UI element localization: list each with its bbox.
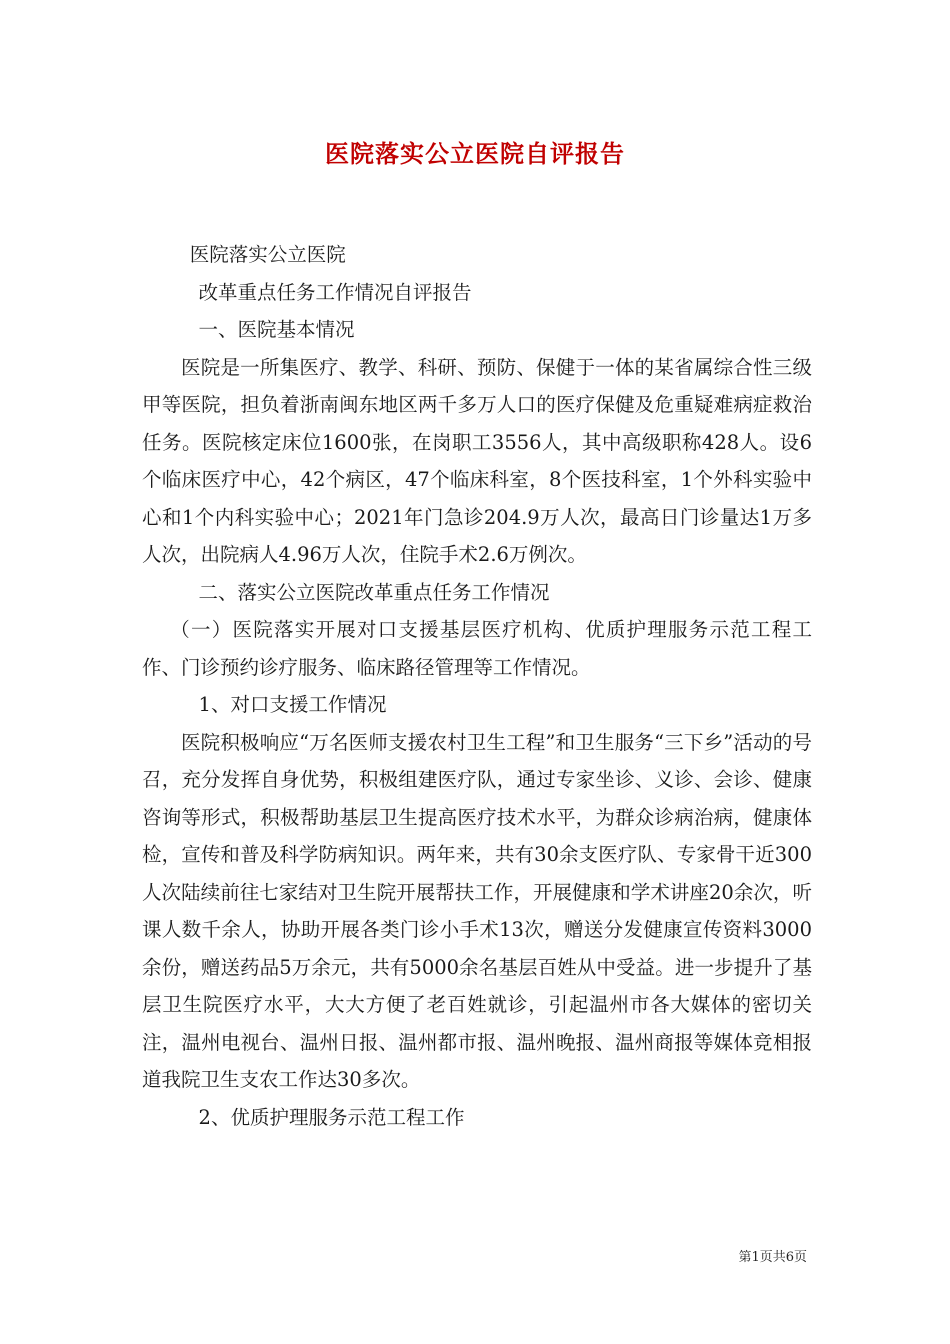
paragraph-support-work: 医院积极响应“万名医师支援农村卫生工程”和卫生服务“三下乡”活动的号召，充分发挥自身优势，积极组建医疗队，通过专家坐诊、义诊、会诊、健康咨询等形式，积极帮助基层卫生提高医疗技术水平，为群众诊病治病，健康体检，宣传和普及科学防病知识。两年来，共有30余支医疗队、专家骨干近300人次陆续前往七家结对卫生院开展帮扶工作，开展健康和学术讲座20余次，听课人数千余人，协助开展各类门诊小手术13次，赠送分发健康宣传资料3000余份，赠送药品5万余元，共有5000余名基层百姓从中受益。进一步提升了基层卫生院医疗水平，大大方便了老百姓就诊，引起温州市各大媒体的密切关注，温州电视台、温州日报、温州都市报、温州晚报、温州商报等媒体竞相报道我院卫生支农工作达30多次。 [142,730,812,1091]
section-heading-2: 二、落实公立医院改革重点任务工作情况 [198,580,550,604]
item-heading-1: 1、对口支援工作情况 [198,693,387,716]
section-heading-1: 一、医院基本情况 [198,318,355,341]
item-heading-2: 2、优质护理服务示范工程工作 [198,1105,465,1129]
page-number: 第1页共6页 [738,1250,807,1265]
subsection-heading-1: （一）医院落实开展对口支援基层医疗机构、优质护理服务示范工程工作、门诊预约诊疗服务、临床路径管理等工作情况。 [142,618,812,679]
paragraph-heading-line-1: 医院落实公立医院 [189,243,346,266]
document-title: 医院落实公立医院自评报告 [325,139,625,168]
paragraph-basic-info: 医院是一所集医疗、教学、科研、预防、保健于一体的某省属综合性三级甲等医院，担负着浙南闽东地区两千多万人口的医疗保健及危重疑难病症救治任务。医院核定床位1600张，在岗职工3556人，其中高级职称428人。设6个临床医疗中心，42个病区，47个临床科室，8个医技科室，1个外科实验中心和1个内科实验中心；2021年门急诊204.9万人次，最高日门诊量达1万多人次，出院病人4.96万人次，住院手术2.6万例次。 [142,355,812,566]
document-body [142,236,812,1136]
paragraph-heading-line-2: 改革重点任务工作情况自评报告 [198,280,472,304]
